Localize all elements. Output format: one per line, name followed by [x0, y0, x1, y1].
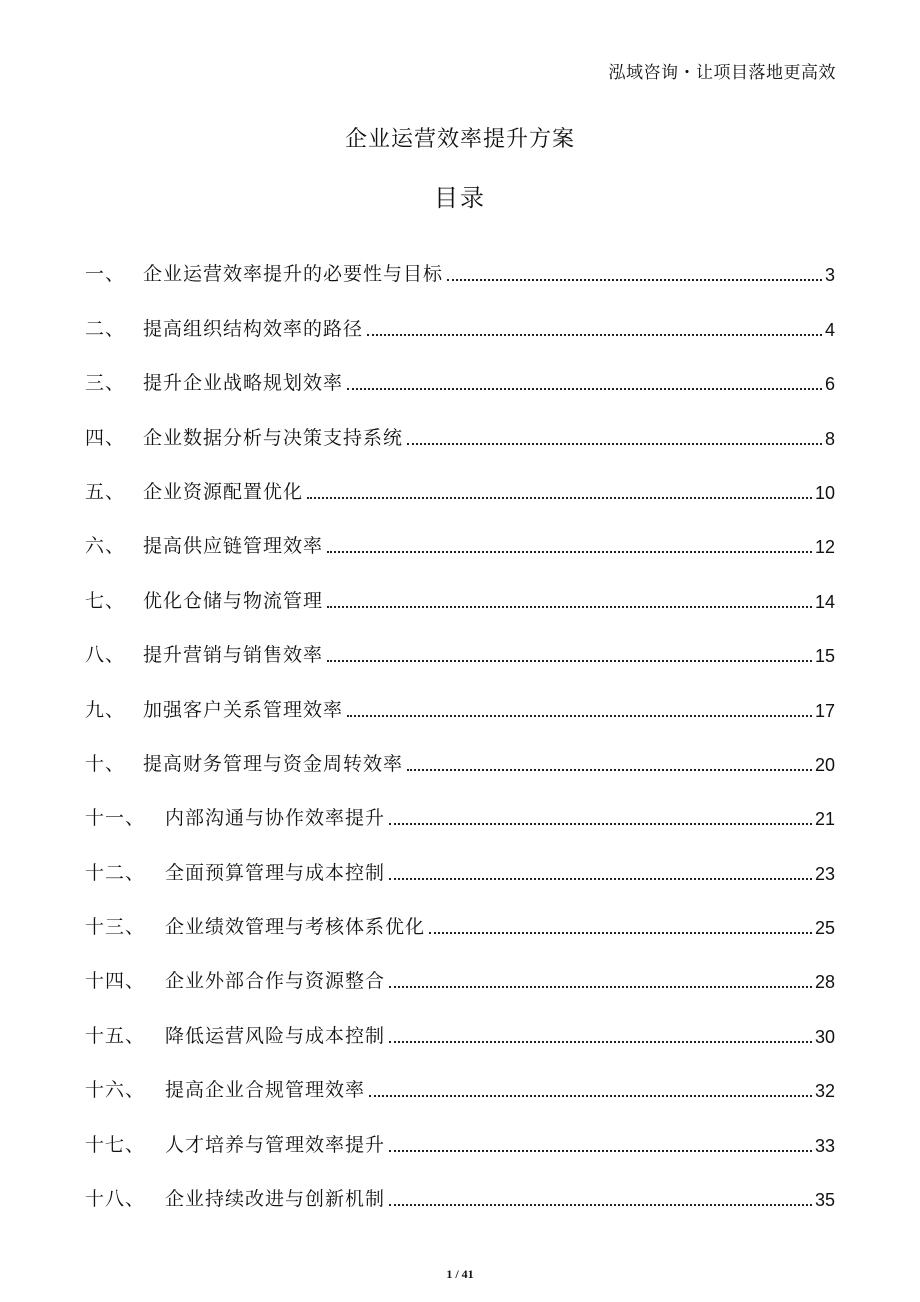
toc-entry[interactable]	[85, 504, 835, 558]
toc-leader-dots	[407, 769, 812, 771]
toc-entry[interactable]	[85, 395, 835, 449]
toc-entry-title: 降低运营风险与成本控制	[165, 1024, 386, 1047]
toc-entry[interactable]	[85, 1102, 835, 1156]
toc-entry-page: 12	[814, 537, 835, 558]
toc-leader-dots	[327, 551, 812, 553]
toc-leader-dots	[447, 279, 822, 281]
toc-entry[interactable]	[85, 939, 835, 993]
toc-entry[interactable]	[85, 613, 835, 667]
toc-leader-dots	[327, 660, 812, 662]
toc-entry-number: 四、	[85, 426, 126, 449]
toc-entry-number: 十六、	[85, 1079, 146, 1102]
toc-entry[interactable]	[85, 776, 835, 830]
toc-entry-page: 33	[814, 1135, 835, 1156]
toc-entry-title: 加强客户关系管理效率	[143, 698, 344, 721]
toc-entry-number: 十三、	[85, 916, 146, 939]
toc-entry-page: 28	[814, 972, 835, 993]
toc-entry-page: 3	[824, 265, 835, 286]
toc-leader-dots	[367, 334, 822, 336]
toc-entry-title: 企业持续改进与创新机制	[165, 1188, 386, 1211]
toc-entry-number: 七、	[85, 589, 126, 612]
toc-leader-dots	[389, 823, 812, 825]
toc-entry-page: 10	[814, 482, 835, 503]
toc-entry-title: 企业外部合作与资源整合	[165, 970, 386, 993]
toc-entry[interactable]	[85, 993, 835, 1047]
page-header: 泓域咨询・让项目落地更高效	[608, 63, 836, 83]
toc-entry[interactable]	[85, 722, 835, 776]
toc-entry[interactable]	[85, 1048, 835, 1102]
table-of-contents	[85, 232, 835, 1211]
toc-entry-page: 4	[824, 319, 835, 340]
toc-entry-title: 企业绩效管理与考核体系优化	[165, 916, 426, 939]
toc-entry-number: 八、	[85, 644, 126, 667]
toc-entry-page: 6	[824, 374, 835, 395]
document-title: 企业运营效率提升方案	[344, 127, 575, 152]
toc-entry-title: 提高供应链管理效率	[143, 535, 324, 558]
toc-leader-dots	[389, 986, 812, 988]
toc-leader-dots	[407, 443, 822, 445]
toc-entry-number: 二、	[85, 317, 126, 340]
toc-entry-title: 优化仓储与物流管理	[143, 589, 324, 612]
toc-entry-number: 九、	[85, 698, 126, 721]
toc-leader-dots	[389, 878, 812, 880]
toc-entry-title: 提高财务管理与资金周转效率	[143, 752, 404, 775]
toc-leader-dots	[389, 1041, 812, 1043]
toc-entry-page: 14	[814, 591, 835, 612]
toc-entry-number: 十七、	[85, 1133, 146, 1156]
toc-leader-dots	[307, 497, 812, 499]
toc-entry[interactable]	[85, 341, 835, 395]
toc-entry-page: 17	[814, 700, 835, 721]
toc-entry-page: 8	[824, 428, 835, 449]
toc-entry-title: 全面预算管理与成本控制	[165, 861, 386, 884]
toc-entry-number: 五、	[85, 480, 126, 503]
toc-entry-title: 提升营销与销售效率	[143, 644, 324, 667]
toc-entry[interactable]	[85, 1157, 835, 1211]
toc-entry-title: 提高组织结构效率的路径	[143, 317, 364, 340]
toc-entry-number: 十四、	[85, 970, 146, 993]
toc-entry-number: 十五、	[85, 1024, 146, 1047]
toc-entry-title: 提升企业战略规划效率	[143, 372, 344, 395]
toc-entry-page: 15	[814, 646, 835, 667]
toc-leader-dots	[347, 715, 812, 717]
toc-entry-page: 21	[814, 809, 835, 830]
toc-entry-title: 人才培养与管理效率提升	[165, 1133, 386, 1156]
toc-entry-number: 六、	[85, 535, 126, 558]
toc-entry-number: 十、	[85, 752, 126, 775]
toc-entry-page: 25	[814, 918, 835, 939]
toc-title: 目录	[434, 184, 486, 212]
toc-entry[interactable]	[85, 830, 835, 884]
toc-entry-number: 十二、	[85, 861, 146, 884]
toc-entry-page: 20	[814, 754, 835, 775]
toc-entry[interactable]	[85, 232, 835, 286]
toc-entry[interactable]	[85, 667, 835, 721]
toc-leader-dots	[429, 932, 812, 934]
toc-entry-number: 一、	[85, 263, 126, 286]
toc-entry[interactable]	[85, 286, 835, 340]
toc-leader-dots	[347, 388, 822, 390]
toc-entry[interactable]	[85, 885, 835, 939]
toc-entry-title: 内部沟通与协作效率提升	[165, 807, 386, 830]
toc-entry-page: 23	[814, 863, 835, 884]
toc-entry[interactable]	[85, 558, 835, 612]
toc-entry-number: 三、	[85, 372, 126, 395]
toc-entry-page: 30	[814, 1026, 835, 1047]
toc-leader-dots	[369, 1095, 812, 1097]
toc-entry-page: 32	[814, 1081, 835, 1102]
toc-entry[interactable]	[85, 450, 835, 504]
page-indicator: 1 / 41	[446, 1267, 474, 1281]
toc-entry-number: 十八、	[85, 1188, 146, 1211]
toc-leader-dots	[389, 1204, 812, 1206]
toc-entry-title: 企业资源配置优化	[143, 480, 304, 503]
toc-leader-dots	[327, 606, 812, 608]
toc-entry-title: 企业运营效率提升的必要性与目标	[143, 263, 444, 286]
toc-entry-page: 35	[814, 1190, 835, 1211]
toc-leader-dots	[389, 1150, 812, 1152]
toc-entry-title: 企业数据分析与决策支持系统	[143, 426, 404, 449]
toc-entry-number: 十一、	[85, 807, 146, 830]
toc-entry-title: 提高企业合规管理效率	[165, 1079, 366, 1102]
